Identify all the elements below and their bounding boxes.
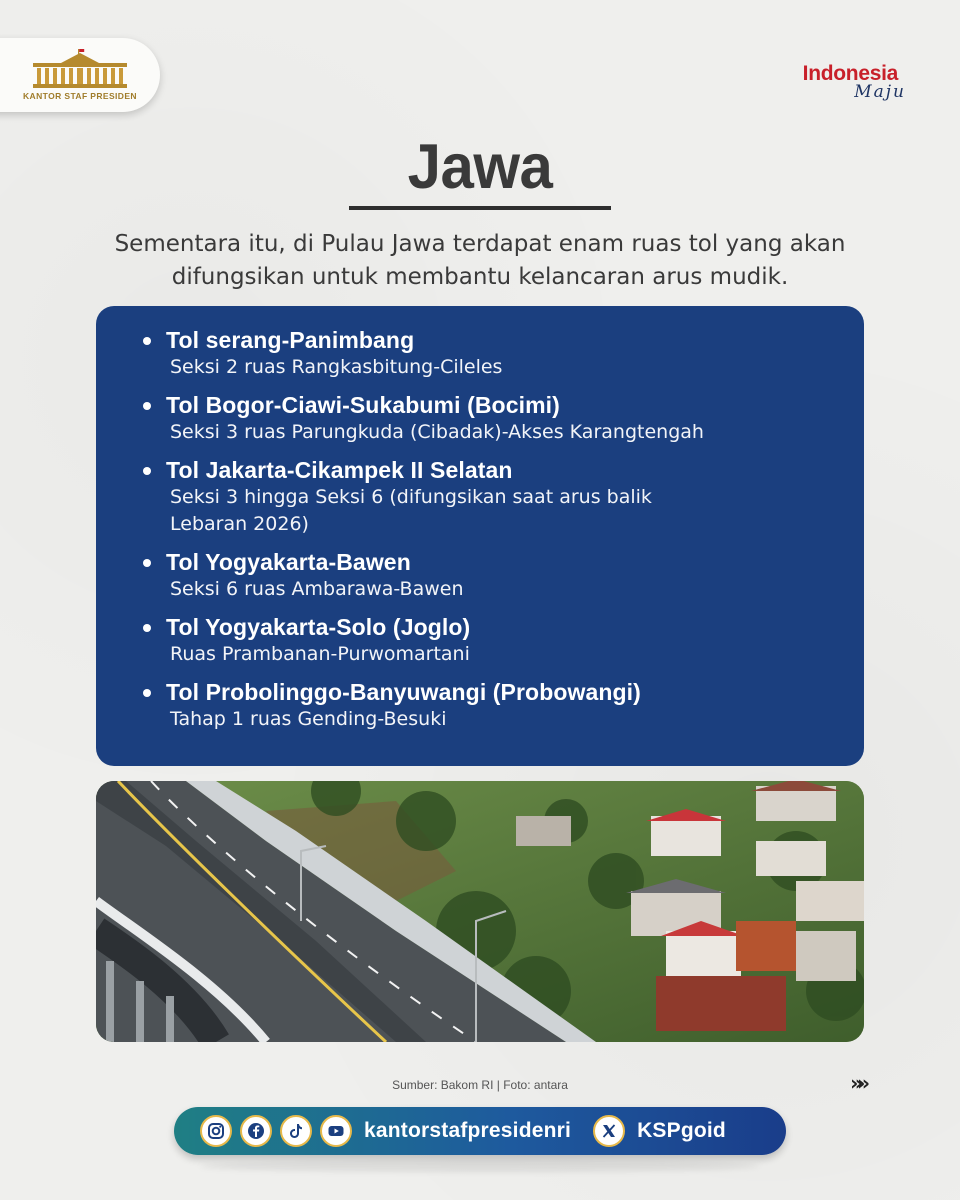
next-chevrons-icon[interactable]: »» <box>850 1071 864 1095</box>
logo-text: KANTOR STAF PRESIDEN <box>23 91 137 101</box>
title-underline <box>349 206 611 210</box>
toll-road-photo <box>96 781 864 1042</box>
bullet-icon <box>143 624 151 632</box>
list-item <box>166 326 864 381</box>
bullet-icon <box>143 559 151 567</box>
tiktok-icon[interactable] <box>280 1115 312 1147</box>
toll-road-list-card <box>96 306 864 766</box>
bullet-icon <box>143 402 151 410</box>
social-bar-shadow <box>200 1160 760 1172</box>
toll-road-name: Tol Probolinggo-Banyuwangi (Probowangi) <box>166 679 641 705</box>
bullet-icon <box>143 689 151 697</box>
list-item <box>166 391 864 446</box>
toll-road-section: Seksi 6 ruas Ambarawa-Bawen <box>170 578 464 600</box>
ksp-logo[interactable] <box>0 38 160 112</box>
page-title: Jawa <box>407 131 553 202</box>
toll-road-section: Seksi 3 ruas Parungkuda (Cibadak)-Akses Karangtengah <box>170 421 704 443</box>
bullet-icon <box>143 467 151 475</box>
youtube-icon[interactable] <box>320 1115 352 1147</box>
brand-line1: Indonesia <box>802 62 898 85</box>
toll-road-section: Tahap 1 ruas Gending-Besuki <box>170 708 447 730</box>
intro-text: Sementara itu, di Pulau Jawa terdapat enam ruas tol yang akan difungsikan untuk membantu kelancaran arus mudik. <box>114 231 846 290</box>
toll-road-name: Tol Bogor-Ciawi-Sukabumi (Bocimi) <box>166 392 560 418</box>
list-item <box>166 456 864 538</box>
list-item <box>166 548 864 603</box>
toll-road-name: Tol Yogyakarta-Bawen <box>166 549 411 575</box>
main-social-handle[interactable]: kantorstafpresidenri <box>364 1119 572 1142</box>
toll-road-name: Tol Jakarta-Cikampek II Selatan <box>166 457 513 483</box>
toll-road-name: Tol serang-Panimbang <box>166 327 415 353</box>
toll-road-section: Seksi 3 hingga Seksi 6 (difungsikan saat arus balik Lebaran 2026) <box>170 486 652 535</box>
bullet-icon <box>143 337 151 345</box>
toll-road-name: Tol Yogyakarta-Solo (Joglo) <box>166 614 471 640</box>
instagram-icon[interactable] <box>200 1115 232 1147</box>
social-bar <box>174 1107 786 1155</box>
brand-line2: Maju <box>854 82 906 102</box>
x-social-handle[interactable]: KSPgoid <box>637 1119 726 1142</box>
indonesia-maju-logo <box>802 62 906 102</box>
aerial-highway-illustration <box>96 781 864 1042</box>
x-icon[interactable] <box>593 1115 625 1147</box>
toll-road-section: Ruas Prambanan-Purwomartani <box>170 643 470 665</box>
palace-icon <box>31 49 129 89</box>
list-item <box>166 613 864 668</box>
list-item <box>166 678 864 733</box>
toll-road-section: Seksi 2 ruas Rangkasbitung-Cileles <box>170 356 503 378</box>
source-credit: Sumber: Bakom RI | Foto: antara <box>392 1078 568 1092</box>
facebook-icon[interactable] <box>240 1115 272 1147</box>
